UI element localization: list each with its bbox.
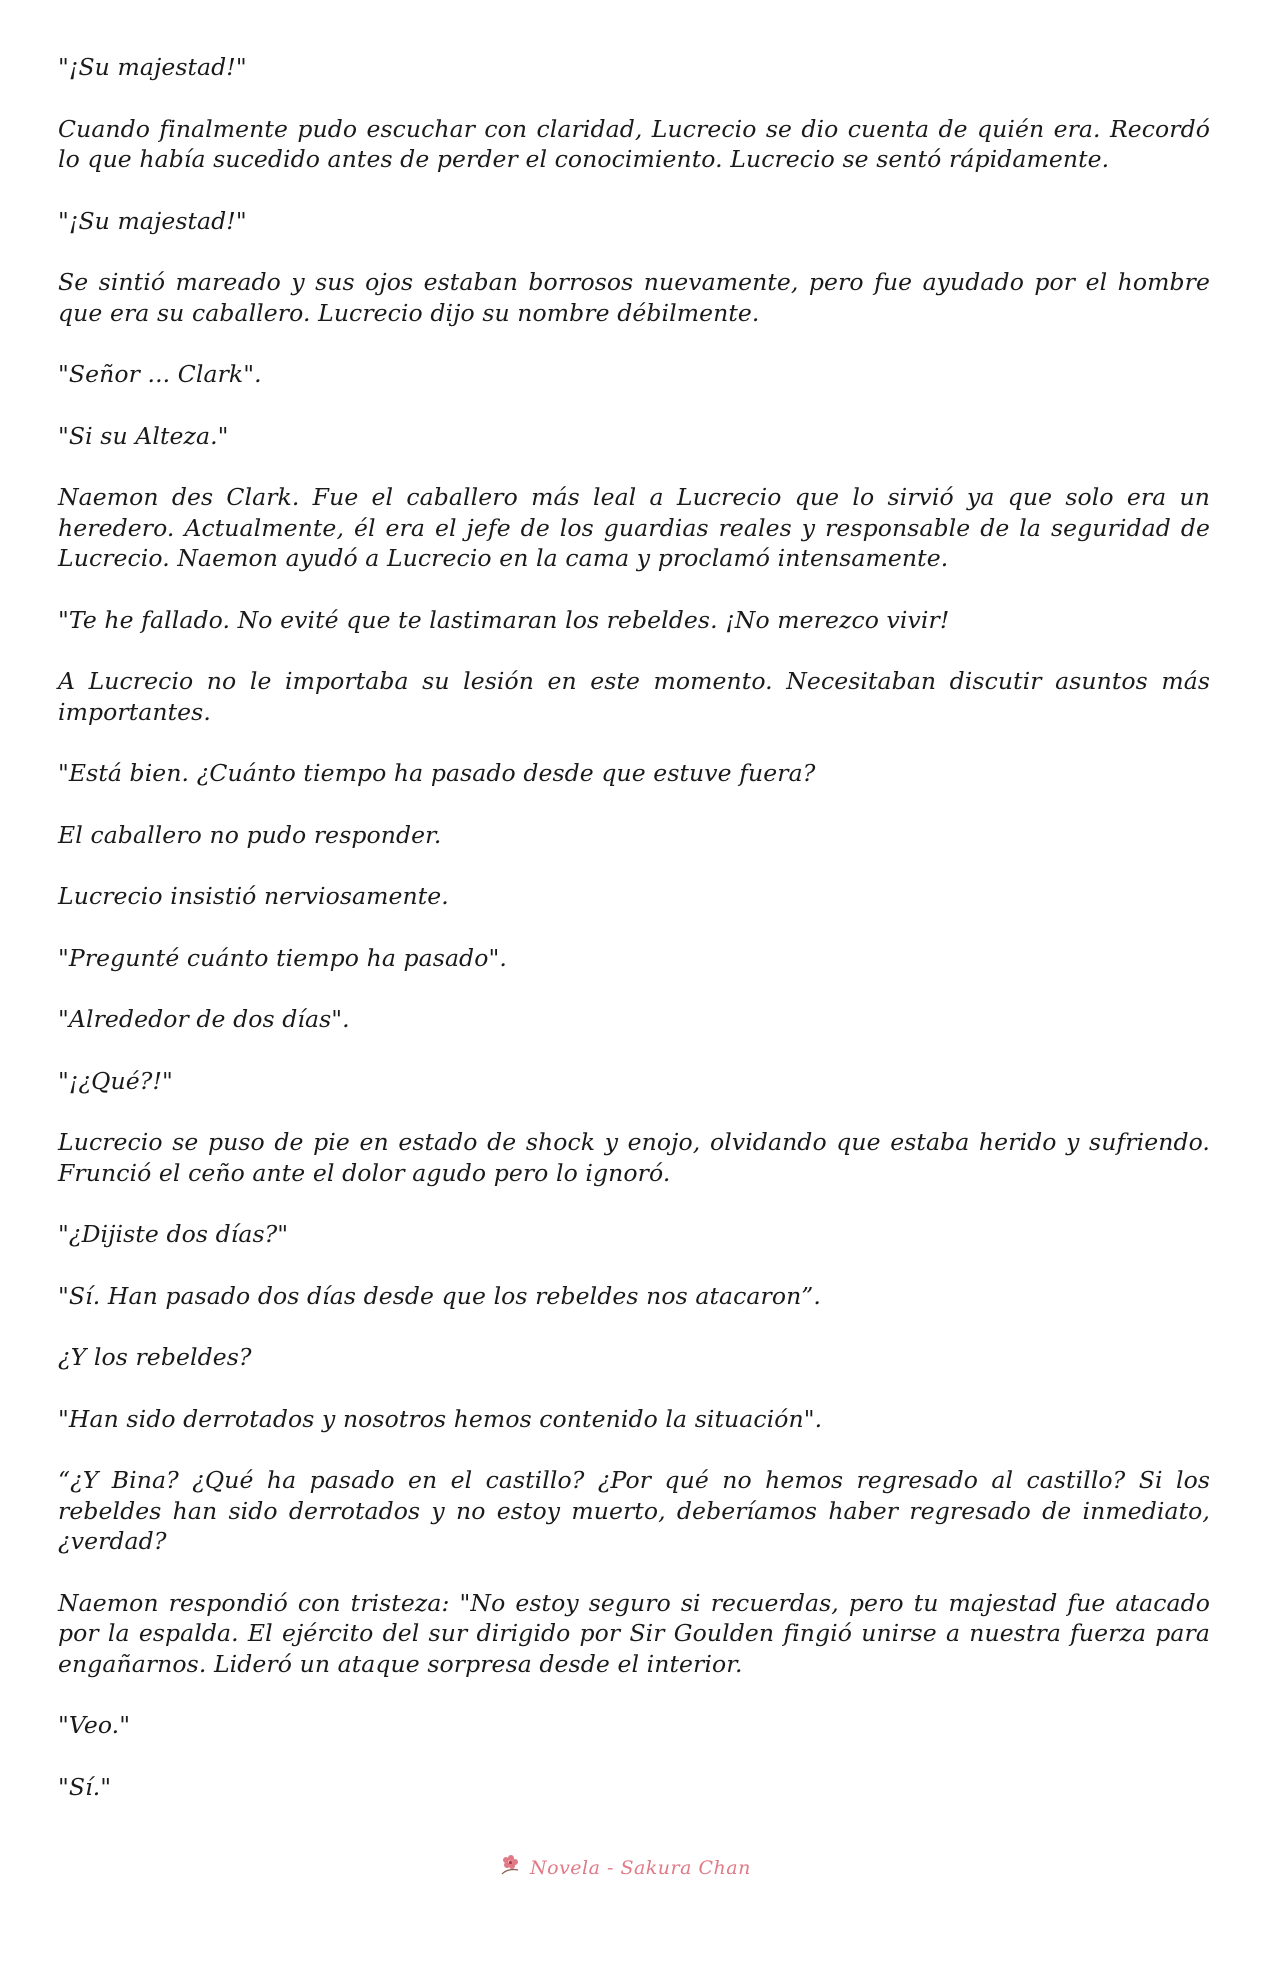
- paragraph: "¡¿Qué?!": [58, 1066, 173, 1095]
- paragraph: A Lucrecio no le importaba su lesión en este momento. Necesitaban discutir asuntos más importantes.: [58, 667, 1210, 726]
- paragraph: "Han sido derrotados y nosotros hemos contenido la situación".: [58, 1404, 823, 1433]
- paragraph: "Pregunté cuánto tiempo ha pasado".: [58, 943, 507, 972]
- paragraph: Se sintió mareado y sus ojos estaban borrosos nuevamente, pero fue ayudado por el hombre que era su caballero. Lucrecio dijo su nombre débilmente.: [58, 268, 1210, 327]
- paragraph: Cuando finalmente pudo escuchar con claridad, Lucrecio se dio cuenta de quién era. Recordó lo que había sucedido antes de perder el conocimiento. Lucrecio se sentó rápidamente.: [58, 114, 1210, 173]
- watermark-text: Novela - Sakura Chan: [530, 1856, 751, 1879]
- paragraph: "Te he fallado. No evité que te lastimaran los rebeldes. ¡No merezco vivir!: [58, 605, 950, 634]
- sakura-flower-icon: [498, 1854, 524, 1881]
- paragraph: "Alrededor de dos días".: [58, 1005, 350, 1033]
- watermark: [498, 1854, 751, 1881]
- document-body: [58, 52, 1210, 1833]
- paragraph: Lucrecio se puso de pie en estado de shock y enojo, olvidando que estaba herido y sufriendo. Frunció el ceño ante el dolor agudo pero lo ignoró.: [58, 1128, 1210, 1187]
- paragraph: Naemon des Clark. Fue el caballero más leal a Lucrecio que lo sirvió ya que solo era un heredero. Actualmente, él era el jefe de los guardias reales y responsable de la seguridad de Lucrecio. Naemon ayudó a Lucrecio en la cama y proclamó intensamente.: [58, 483, 1210, 572]
- paragraph: Lucrecio insistió nerviosamente.: [58, 882, 449, 910]
- paragraph: "Sí. Han pasado dos días desde que los rebeldes nos atacaron”.: [58, 1281, 821, 1310]
- paragraph: "Veo.": [58, 1711, 131, 1739]
- paragraph: Naemon respondió con tristeza: "No estoy seguro si recuerdas, pero tu majestad fue atacado por la espalda. El ejército del sur dirigido por Sir Goulden fingió unirse a nuestra fuerza para engañarnos. Lideró un ataque sorpresa desde el interior.: [58, 1588, 1210, 1678]
- paragraph: "Sí.": [58, 1772, 112, 1801]
- paragraph: “¿Y Bina? ¿Qué ha pasado en el castillo? ¿Por qué no hemos regresado al castillo? Si los rebeldes han sido derrotados y no estoy muerto, deberíamos haber regresado de inmediato, ¿verdad?: [58, 1466, 1210, 1555]
- paragraph: "¿Dijiste dos días?": [58, 1220, 289, 1248]
- paragraph: "¡Su majestad!": [58, 53, 247, 81]
- paragraph: El caballero no pudo responder.: [58, 820, 442, 849]
- paragraph: "Si su Alteza.": [58, 421, 229, 450]
- paragraph: "Señor ... Clark".: [58, 360, 262, 388]
- paragraph: "¡Su majestad!": [58, 206, 247, 235]
- paragraph: "Está bien. ¿Cuánto tiempo ha pasado desde que estuve fuera?: [58, 759, 816, 787]
- paragraph: ¿Y los rebeldes?: [58, 1343, 252, 1371]
